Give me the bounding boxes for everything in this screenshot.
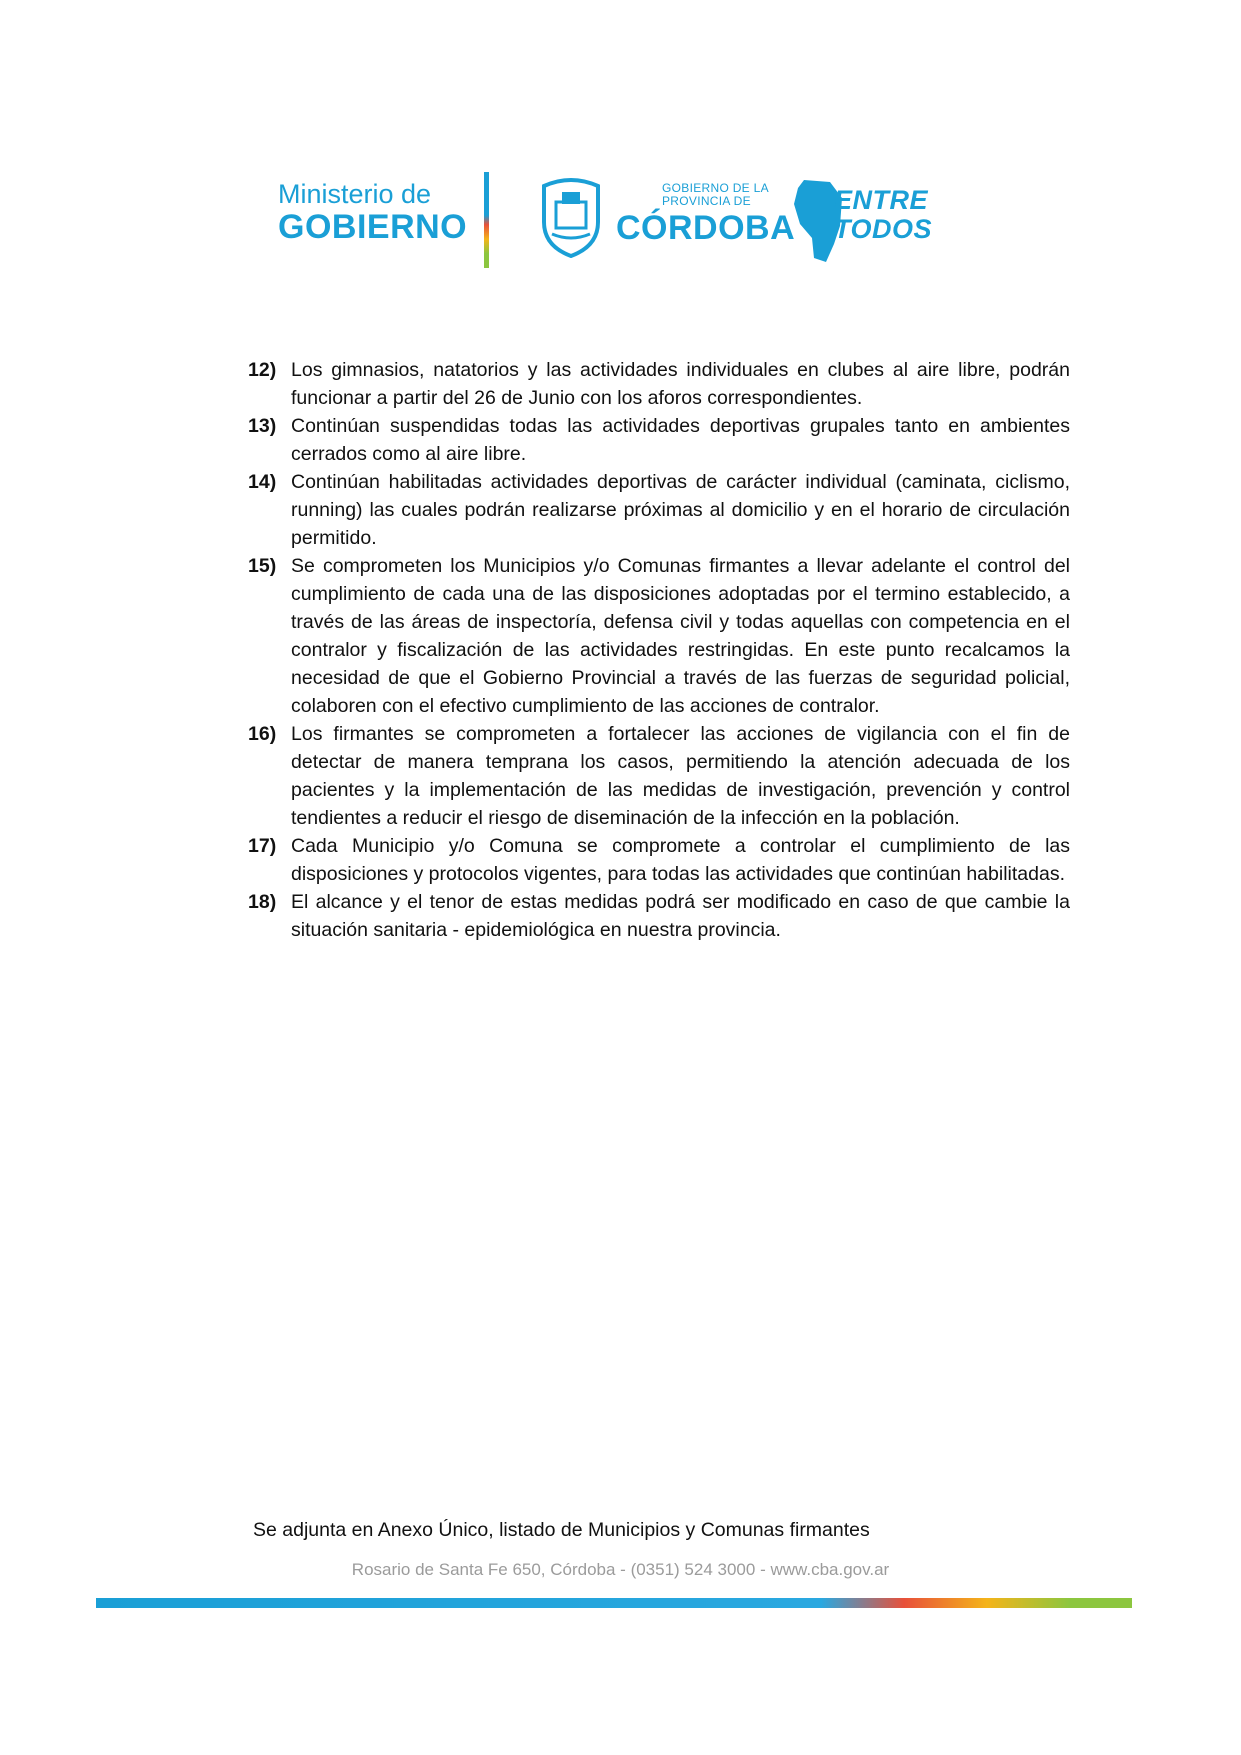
cordoba-logo [616, 182, 795, 248]
ministerio-logo [278, 180, 467, 246]
item-number: 16) [248, 723, 277, 745]
list-item [248, 888, 1070, 944]
item-text: Los firmantes se comprometen a fortalecer las acciones de vigilancia con el fin de detectar de manera temprana los casos, permitiendo la atención adecuada de los pacientes y la implementación de las medidas de investigación, prevención y control tendientes a reducir el riesgo de diseminación de la infección en la población. [291, 723, 1070, 829]
item-text: Continúan habilitadas actividades deportivas de carácter individual (caminata, ciclismo, running) las cuales podrán realizarse próximas al domicilio y en el horario de circulación permitido. [291, 471, 1070, 549]
item-number: 14) [248, 471, 277, 493]
item-text: Se comprometen los Municipios y/o Comunas firmantes a llevar adelante el control del cumplimiento de cada una de las disposiciones adoptadas por el termino establecido, a través de las áreas de inspectoría, defensa civil y todas aquellas con competencia en el contralor y fiscalización de las actividades restringidas. En este punto recalcamos la necesidad de que el Gobierno Provincial a través de las fuerzas de seguridad policial, colaboren con el efectivo cumplimiento de las acciones de contralor. [291, 555, 1070, 717]
list-item [248, 720, 1070, 832]
list-item [248, 412, 1070, 468]
anexo-note: Se adjunta en Anexo Único, listado de Municipios y Comunas firmantes [253, 1519, 870, 1541]
ministerio-line1: Ministerio de [278, 179, 432, 209]
list-item [248, 356, 1070, 412]
list-item [248, 468, 1070, 552]
logo-divider [484, 172, 489, 268]
item-number: 13) [248, 415, 277, 437]
item-text: Los gimnasios, natatorios y las actividades individuales en clubes al aire libre, podrán funcionar a partir del 26 de Junio con los aforos correspondientes. [291, 359, 1070, 409]
entre-line1: ENTRE [834, 185, 929, 215]
item-text: El alcance y el tenor de estas medidas podrá ser modificado en caso de que cambie la situación sanitaria - epidemiológica en nuestra provincia. [291, 891, 1070, 941]
entre-line2: TODOS [834, 214, 933, 244]
item-text: Continúan suspendidas todas las actividades deportivas grupales tanto en ambientes cerrados como al aire libre. [291, 415, 1070, 465]
measures-list [248, 356, 1070, 944]
footer-color-bar [96, 1598, 1132, 1608]
list-item [248, 552, 1070, 720]
ministerio-line2: GOBIERNO [278, 208, 468, 246]
list-item [248, 832, 1070, 888]
item-number: 18) [248, 891, 277, 913]
item-number: 17) [248, 835, 277, 857]
cordoba-name: CÓRDOBA [616, 209, 796, 247]
coat-of-arms-icon [538, 176, 604, 258]
item-number: 12) [248, 359, 277, 381]
item-text: Cada Municipio y/o Comuna se compromete a controlar el cumplimiento de las disposiciones y protocolos vigentes, para todas las actividades que continúan habilitadas. [291, 835, 1070, 885]
footer-address: Rosario de Santa Fe 650, Córdoba - (0351) 524 3000 - www.cba.gov.ar [351, 1560, 890, 1579]
item-number: 15) [248, 555, 277, 577]
cordoba-small-line2: PROVINCIA DE [662, 194, 751, 208]
letterhead [278, 168, 938, 268]
cordoba-small-line1: GOBIERNO DE LA [662, 181, 769, 195]
entre-todos-logo [834, 186, 932, 244]
